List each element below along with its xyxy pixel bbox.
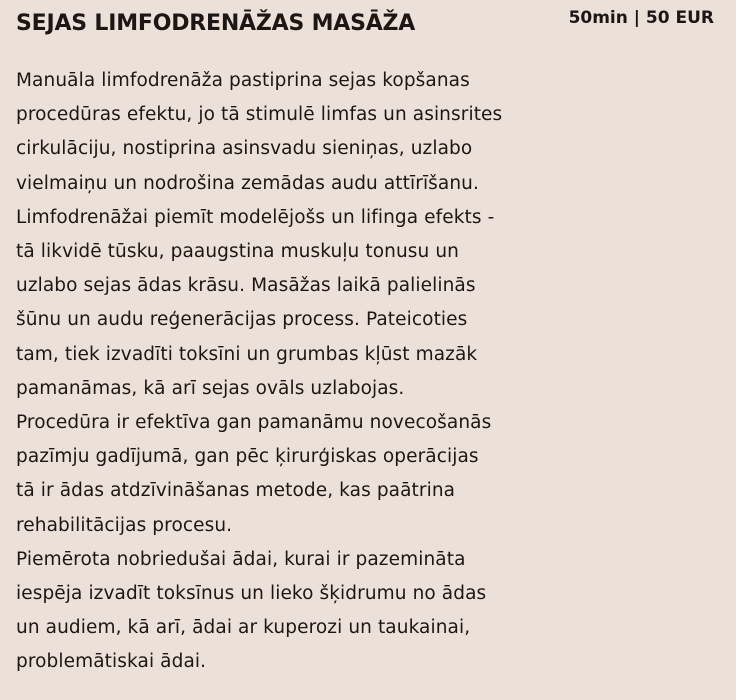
service-duration-price: 50min | 50 EUR [568,8,714,28]
description-line: procedūras efektu, jo tā stimulē limfas un asinsrites [16,104,503,126]
description-line: cirkulāciju, nostiprina asinsvadu sieniņas, uzlabo [16,138,473,160]
description-line: šūnu un audu reģenerācijas process. Pateicoties [16,309,468,331]
service-header [16,8,714,44]
description-line: tā likvidē tūsku, paaugstina muskuļu tonusu un [16,241,459,263]
description-line: pamanāmas, kā arī sejas ovāls uzlabojas. [16,377,405,399]
description-line: tam, tiek izvadīti toksīni un grumbas kļūst mazāk [16,343,478,365]
description-line: vielmaiņu un nodrošina zemādas audu attīrīšanu. [16,172,479,194]
description-line: Piemērota nobriedušai ādai, kurai ir pazemināta [16,548,466,570]
service-title: SEJAS LIMFODRENĀŽAS MASĀŽA [16,11,416,36]
description-line: Manuāla limfodrenāža pastiprina sejas kopšanas [16,70,470,91]
description-line: pazīmju gadījumā, gan pēc ķirurģiskas operācijas [16,446,479,468]
description-line: un audiem, kā arī, ādai ar kuperozi un taukainai, [16,617,471,639]
description-line: problemātiskai ādai. [16,651,207,673]
service-description [16,64,536,680]
description-line: uzlabo sejas ādas krāsu. Masāžas laikā palielinās [16,275,476,297]
description-line: Limfodrenāžai piemīt modelējošs un lifinga efekts - [16,206,495,228]
description-line: rehabilitācijas procesu. [16,514,233,536]
description-line: iespēja izvadīt toksīnus un lieko šķidrumu no ādas [16,583,487,605]
description-line: tā ir ādas atdzīvināšanas metode, kas paātrina [16,480,456,502]
description-line: Procedūra ir efektīva gan pamanāmu novecošanās [16,412,492,434]
